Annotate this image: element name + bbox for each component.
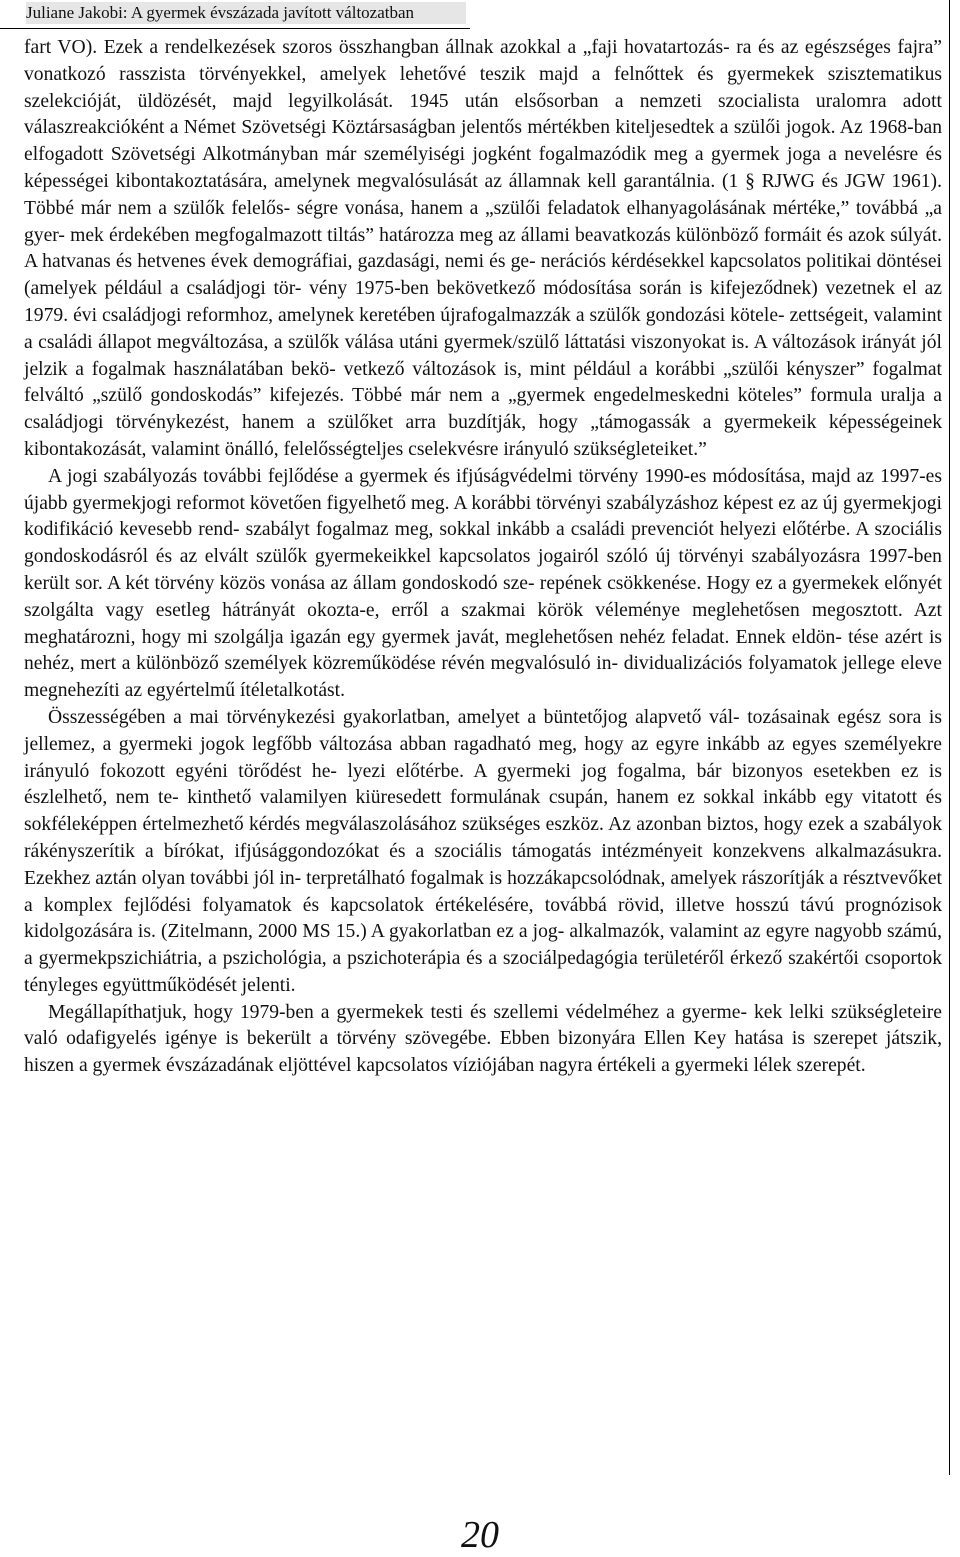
page-number: 20 [461, 1514, 499, 1556]
text-line: dividualizációs folyamatok jellege eleve megnehezíti az egyértelmű ítéletalkotást. [24, 653, 942, 702]
text-line: gondoskodásról és az elvált szülők gyermekeikkel kapcsolatos jogairól szóló új törvényi [24, 546, 744, 568]
text-line: gyermekeik képességeinek kibontakozását, valamint önálló, felelősségteljes cselekvésre [24, 412, 942, 460]
text-line: majd a felnőttek és gyermekek szisztematikus szelekcióját, üldözését, majd legyilkolását. [24, 63, 943, 112]
text-line: Megállapíthatjuk, hogy 1979-ben a gyermekek testi és szellemi védelméhez a gyerme- [48, 1001, 748, 1023]
text-line: kinthető valamilyen kiüresedett formulának csupán, hanem ez sokkal inkább egy vitatott [187, 787, 918, 809]
text-line: vetkező változások is, mint például a korábbi „szülői kényszer” fogalmat felváltó „szülő [24, 358, 942, 407]
text-line: vény 1975-ben bekövetkező módosítása során is kifejeződnek) vezetnek el az 1979. évi [24, 278, 942, 326]
margin-rule [949, 0, 950, 1475]
text-line: és sokféleképpen értelmezhető kérdés megválaszolásához szükséges eszköz. Az azonban [24, 787, 942, 836]
paragraph-1 [24, 35, 942, 464]
text-line: meg, hogy az egyre inkább az egyes személyekre irányuló fokozott egyéni törődést he- [24, 733, 942, 782]
paragraph-2 [24, 464, 942, 705]
text-line: irányuló szükségleteiket.” [503, 438, 707, 460]
text-line: kek lelki szükségleteire való odafigyelés igénye is bekerült a törvény szövegébe. Ebben [24, 1001, 942, 1050]
text-line: pszichoterápia és a szociálpedagógia területéről érkező szakértői csoportok tényleges [24, 948, 942, 996]
text-line: szabályozásra 1997-ben került sor. A két törvény közös vonása az állam gondoskodó sze- [24, 546, 942, 594]
text-line: hogy mi szolgálja igazán egy gyermek javát, meglehetősen nehéz feladat. Ennek eldön- [141, 626, 842, 648]
text-line: terpretálható fogalmak is hozzákapcsolódnak, amelyek rászorítják a résztvevőket a [24, 867, 942, 916]
text-line: biztos, hogy ezek a szabályok rákényszerítik a bírókat, ifjúsággondozókat és a szociális [24, 814, 942, 862]
text-line: gondoskodás” kifejezés. Többé már nem a „gyermek engedelmeskedni köteles” formula [150, 385, 873, 407]
paragraph-3 [24, 705, 942, 1000]
text-line: alkalmazók, valamint az egyre nagyobb számú, a gyermekpszichiátria, a pszichológia, a [24, 921, 942, 970]
text-line: repének csökkenése. Hogy ez a gyermekek előnyét szolgálta vagy esetleg hátrányát [24, 572, 942, 621]
text-line: zettségeit, valamint a családi állapot megváltozása, a szülők válása utáni gyermek/szülő [24, 304, 943, 353]
text-line: 1945 után elsősorban a nemzeti szocialista uralomra adott válaszreakcióként a Német [24, 90, 942, 139]
text-line: korábbi törvényi szabályzáshoz képest ez az új gyermekjogi kodifikáció kevesebb rend- [24, 492, 942, 541]
running-head: Juliane Jakobi: A gyermek évszázada javított változatban [26, 2, 466, 24]
text-line: uralja a családjogi törvénykezést, hanem a szülőket arra buzdítják, hogy „támogassák a [24, 385, 942, 434]
body-text [24, 35, 942, 1080]
text-line: mek érdekében megfogalmazott tiltás” határozza meg az állami beavatkozás különböző [70, 224, 759, 246]
text-line: A jogi szabályozás további fejlődése a gyermek és ifjúságvédelmi törvény 1990-es [48, 465, 707, 487]
text-line: Szövetségi Köztársaságban jelentős mértékben kiteljesedtek a szülői jogok. Az 1968-ban [241, 117, 943, 139]
paragraph-4 [24, 1000, 942, 1080]
text-line: együttműködését jelenti. [102, 974, 296, 996]
text-line: fart VO). Ezek a rendelkezések szoros összhangban állnak azokkal a „faji hovatartozás- [24, 37, 730, 58]
text-line: támogatás intézményeit konzekvens alkalmazásukra. Ezekhez aztán olyan további jól in- [24, 840, 943, 889]
text-line: tése azért is nehéz, mert a különböző személyek közreműködése révén megvalósuló in- [24, 626, 943, 675]
text-line: komplex fejlődési folyamatok és kapcsolatok értékelésére, továbbá rövid, illetve hosszú [43, 894, 789, 916]
text-line: nerációs kérdésekkel kapcsolatos politikai döntései (amelyek például a családjogi tör- [24, 251, 942, 300]
text-line: tozásainak egész sora is jellemez, a gyermeki jogok legfőbb változása abban ragadható [24, 706, 942, 755]
text-line: elfogadott Szövetségi Alkotmányban már személyiségi jogként fogalmazódik meg a [24, 144, 704, 166]
text-line: ségre vonása, hanem a „szülői feladatok elhanyagolásának mértéke,” továbbá „a gyer- [24, 197, 942, 246]
text-line: családjogi reformhoz, amelynek keretében újrafogalmazzák a szülők gondozási kötele- [102, 304, 785, 326]
text-line: okozta-e, erről a szakmai körök véleménye meglehetősen megosztott. Azt meghatározni, [24, 599, 942, 648]
text-line: kapcsolatos víziójában nagyra értékeli a gyermeki lélek szerepét. [356, 1055, 866, 1077]
text-line: gyermek joga a nevelésre és képességei kibontakoztatására, amelynek megvalósulását az [24, 144, 942, 192]
text-line: bizonyára Ellen Key hatása is szerepet játszik, hiszen a gyermek évszázadának eljöttével [24, 1028, 942, 1077]
header-rule [0, 28, 470, 29]
text-line: láttatási viszonyokat is. A változások irányát jól jelzik a fogalmak használatában bekö- [24, 331, 942, 380]
text-line: szabályt fogalmaz meg, sokkal inkább a családi prevenciót helyezi előtérbe. A szociális [245, 519, 942, 541]
text-line: formáit és azok súlyát. A hatvanas és hetvenes évek demográfiai, gazdasági, nemi és ge- [24, 224, 942, 273]
text-line: távú prognózisok kidolgozására is. (Zitelmann, 2000 MS 15.) A gyakorlatban ez a jog- [24, 894, 942, 943]
text-line: lyezi előtérbe. A gyermeki jog fogalma, bár bizonyos esetekben ez is észlelhető, nem te- [24, 760, 942, 809]
text-line: módosítása, majd az 1997-es újabb gyermekjogi reformot követően figyelhető meg. A [24, 465, 942, 514]
text-line: ra és az egészséges fajra” vonatkozó rasszista törvényekkel, amelyek lehetővé teszik [24, 37, 942, 85]
text-line: államnak kell garantálnia. (1 § RJWG és JGW 1961). Többé már nem a szülők felelős- [24, 170, 942, 219]
text-line: Összességében a mai törvénykezési gyakorlatban, amelyet a büntetőjog alapvető vál- [48, 706, 740, 728]
